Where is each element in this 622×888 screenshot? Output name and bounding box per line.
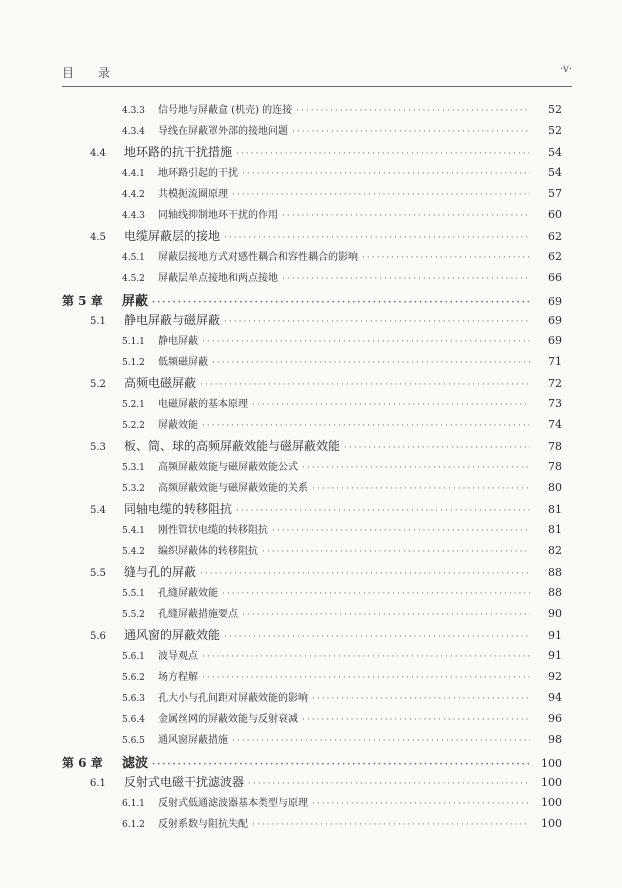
toc-entry-page: 78: [548, 440, 562, 453]
header-title: 目 录: [62, 66, 120, 80]
toc-entry-page: 69: [548, 295, 562, 308]
toc-entry-sub[interactable]: [122, 815, 562, 836]
toc-entry-sec[interactable]: [90, 437, 562, 458]
toc-leader-dots: [202, 337, 530, 347]
toc-entry-page: 52: [548, 124, 562, 137]
toc-entry-page: 100: [541, 796, 562, 809]
toc-entry-number: 4.4.2: [122, 190, 145, 200]
toc-entry-number: 5.6.2: [122, 673, 145, 683]
toc-leader-dots: [312, 799, 530, 809]
toc-entry-number: 5.4: [90, 505, 106, 516]
toc-leader-dots: [282, 211, 530, 221]
toc-leader-dots: [292, 127, 530, 137]
toc-entry-number: 5.2.2: [122, 421, 145, 431]
toc-entry-number: 5.6: [90, 631, 106, 642]
toc-entry-title: 共模扼流圈原理: [158, 189, 228, 200]
toc-leader-dots: [252, 820, 530, 830]
toc-entry-sub[interactable]: [122, 269, 562, 290]
toc-entry-number: 4.4.3: [122, 211, 145, 221]
toc-entry-page: 98: [548, 733, 562, 746]
toc-entry-title: 同轴电缆的转移阻抗: [124, 502, 233, 516]
toc-entry-number: 5.6.3: [122, 694, 145, 704]
toc-entry-sec[interactable]: [90, 374, 562, 395]
toc-leader-dots: [262, 547, 530, 557]
toc-entry-sub[interactable]: [122, 416, 562, 437]
toc-entry-page: 54: [548, 166, 562, 179]
toc-entry-page: 62: [548, 230, 562, 243]
toc-entry-page: 57: [548, 187, 562, 200]
toc-entry-page: 73: [548, 397, 562, 410]
toc-entry-sub[interactable]: [122, 584, 562, 605]
toc-leader-dots: [362, 253, 530, 263]
toc-entry-title: 金属丝网的屏蔽效能与反射衰减: [158, 714, 298, 725]
table-of-contents: [0, 101, 622, 836]
toc-leader-dots: [312, 484, 530, 494]
toc-entry-title: 电缆屏蔽层的接地: [124, 229, 221, 243]
toc-entry-title: 孔缝屏蔽措施要点: [158, 609, 238, 620]
header-rule: [62, 86, 572, 87]
toc-entry-number: 5.6.1: [122, 652, 145, 662]
toc-leader-dots: [200, 569, 530, 579]
toc-entry-sub[interactable]: [122, 248, 562, 269]
toc-entry-sub[interactable]: [122, 206, 562, 227]
toc-entry-title: 反射系数与阻抗失配: [158, 819, 248, 830]
toc-leader-dots: [302, 715, 530, 725]
toc-entry-title: 板、筒、球的高频屏蔽效能与磁屏蔽效能: [124, 439, 341, 453]
toc-entry-number: 5.1: [90, 316, 106, 327]
toc-entry-sub[interactable]: [122, 521, 562, 542]
toc-leader-dots: [252, 400, 530, 410]
toc-leader-dots: [152, 760, 530, 770]
toc-entry-number: 6.1.1: [122, 799, 145, 809]
toc-entry-sub[interactable]: [122, 647, 562, 668]
toc-entry-number: 第 5 章: [62, 294, 103, 308]
toc-entry-sub[interactable]: [122, 479, 562, 500]
toc-entry-chap[interactable]: [62, 752, 562, 773]
toc-entry-title: 通风窗屏蔽措施: [158, 735, 228, 746]
toc-entry-page: 74: [548, 418, 562, 431]
toc-leader-dots: [202, 652, 530, 662]
toc-entry-number: 5.2: [90, 379, 106, 390]
toc-entry-sec[interactable]: [90, 500, 562, 521]
toc-entry-page: 54: [548, 146, 562, 159]
toc-entry-page: 82: [548, 544, 562, 557]
toc-entry-sub[interactable]: [122, 668, 562, 689]
toc-entry-title: 同轴线抑制地环干扰的作用: [158, 210, 278, 221]
toc-leader-dots: [224, 317, 530, 327]
toc-entry-number: 5.3.2: [122, 484, 145, 494]
toc-entry-number: 4.3.4: [122, 127, 145, 137]
toc-entry-number: 4.3.3: [122, 106, 145, 116]
toc-entry-sub[interactable]: [122, 395, 562, 416]
toc-entry-title: 场方程解: [158, 672, 198, 683]
toc-entry-page: 78: [548, 460, 562, 473]
toc-leader-dots: [344, 443, 530, 453]
toc-leader-dots: [222, 589, 530, 599]
toc-entry-title: 孔缝屏蔽效能: [158, 588, 218, 599]
toc-entry-number: 6.1: [90, 778, 106, 789]
toc-leader-dots: [224, 632, 530, 642]
toc-entry-page: 81: [548, 503, 562, 516]
toc-entry-title: 滤波: [122, 756, 149, 771]
toc-leader-dots: [302, 463, 530, 473]
toc-entry-title: 反射式电磁干扰滤波器: [124, 775, 245, 789]
toc-entry-number: 5.6.4: [122, 715, 145, 725]
toc-entry-page: 100: [541, 817, 562, 830]
toc-entry-number: 5.4.2: [122, 547, 145, 557]
toc-entry-title: 低频磁屏蔽: [158, 357, 208, 368]
toc-entry-number: 5.5: [90, 568, 106, 579]
toc-entry-page: 90: [548, 607, 562, 620]
toc-leader-dots: [212, 358, 530, 368]
toc-entry-page: 71: [548, 355, 562, 368]
toc-entry-title: 静电屏蔽与磁屏蔽: [124, 313, 221, 327]
toc-entry-page: 81: [548, 523, 562, 536]
toc-entry-number: 5.3.1: [122, 463, 145, 473]
toc-leader-dots: [242, 169, 530, 179]
toc-entry-number: 5.6.5: [122, 736, 145, 746]
toc-entry-page: 94: [548, 691, 562, 704]
toc-entry-number: 5.4.1: [122, 526, 145, 536]
toc-leader-dots: [248, 779, 530, 789]
toc-entry-number: 5.5.2: [122, 610, 145, 620]
toc-entry-number: 4.5.2: [122, 274, 145, 284]
toc-entry-title: 导线在屏蔽罩外部的接地问题: [158, 126, 288, 137]
toc-entry-title: 反射式低通滤波器基本类型与原理: [158, 798, 308, 809]
toc-entry-sub[interactable]: [122, 710, 562, 731]
toc-entry-page: 100: [541, 757, 562, 770]
toc-entry-title: 信号地与屏蔽盒 (机壳) 的连接: [158, 105, 293, 116]
toc-entry-number: 第 6 章: [62, 756, 103, 770]
toc-entry-sub[interactable]: [122, 458, 562, 479]
toc-entry-page: 66: [548, 271, 562, 284]
toc-entry-number: 5.3: [90, 442, 106, 453]
toc-entry-title: 高频屏蔽效能与磁屏蔽效能公式: [158, 462, 298, 473]
toc-entry-page: 69: [548, 314, 562, 327]
toc-entry-sub[interactable]: [122, 122, 562, 143]
toc-entry-title: 地环路的抗干扰措施: [124, 145, 233, 159]
toc-entry-title: 电磁屏蔽的基本原理: [158, 399, 248, 410]
toc-entry-title: 屏蔽层单点接地和两点接地: [158, 273, 278, 284]
toc-entry-page: 88: [548, 566, 562, 579]
running-header: [62, 58, 572, 84]
toc-entry-chap[interactable]: [62, 290, 562, 311]
toc-leader-dots: [152, 298, 530, 308]
toc-entry-page: 92: [548, 670, 562, 683]
toc-entry-page: 52: [548, 103, 562, 116]
toc-entry-sec[interactable]: [90, 773, 562, 794]
toc-leader-dots: [242, 610, 530, 620]
toc-entry-number: 4.5.1: [122, 253, 145, 263]
toc-entry-sec[interactable]: [90, 143, 562, 164]
toc-entry-number: 6.1.2: [122, 820, 145, 830]
toc-leader-dots: [236, 149, 530, 159]
toc-entry-page: 69: [548, 334, 562, 347]
toc-entry-page: 88: [548, 586, 562, 599]
toc-leader-dots: [312, 694, 530, 704]
toc-entry-title: 静电屏蔽: [158, 336, 198, 347]
toc-entry-sub[interactable]: [122, 605, 562, 626]
toc-entry-page: 96: [548, 712, 562, 725]
toc-entry-sub[interactable]: [122, 164, 562, 185]
toc-entry-number: 4.4.1: [122, 169, 145, 179]
toc-leader-dots: [236, 506, 530, 516]
toc-entry-title: 高频电磁屏蔽: [124, 376, 197, 390]
toc-entry-number: 5.1.1: [122, 337, 145, 347]
toc-leader-dots: [282, 274, 530, 284]
toc-leader-dots: [202, 421, 530, 431]
toc-entry-title: 地环路引起的干扰: [158, 168, 238, 179]
toc-entry-title: 屏蔽效能: [158, 420, 198, 431]
toc-entry-title: 编织屏蔽体的转移阻抗: [158, 546, 258, 557]
toc-entry-number: 5.2.1: [122, 400, 145, 410]
toc-entry-title: 屏蔽层接地方式对感性耦合和容性耦合的影响: [158, 252, 358, 263]
toc-entry-sec[interactable]: [90, 626, 562, 647]
toc-entry-title: 波导观点: [158, 651, 198, 662]
header-page-number: ·v·: [559, 64, 572, 75]
toc-entry-sec[interactable]: [90, 563, 562, 584]
toc-leader-dots: [232, 190, 530, 200]
toc-entry-title: 通风窗的屏蔽效能: [124, 628, 221, 642]
toc-entry-title: 刚性管状电缆的转移阻抗: [158, 525, 268, 536]
toc-entry-sub[interactable]: [122, 689, 562, 710]
toc-leader-dots: [272, 526, 530, 536]
toc-entry-page: 100: [541, 776, 562, 789]
toc-entry-sub[interactable]: [122, 332, 562, 353]
toc-entry-number: 5.1.2: [122, 358, 145, 368]
toc-entry-sub[interactable]: [122, 353, 562, 374]
toc-entry-sub[interactable]: [122, 794, 562, 815]
toc-entry-title: 缝与孔的屏蔽: [124, 565, 197, 579]
toc-entry-sub[interactable]: [122, 185, 562, 206]
toc-leader-dots: [296, 106, 530, 116]
toc-entry-title: 孔大小与孔间距对屏蔽效能的影响: [158, 693, 308, 704]
toc-entry-page: 91: [548, 649, 562, 662]
toc-entry-number: 4.4: [90, 148, 106, 159]
toc-entry-sec[interactable]: [90, 227, 562, 248]
toc-leader-dots: [224, 233, 530, 243]
toc-leader-dots: [232, 736, 530, 746]
toc-entry-page: 60: [548, 208, 562, 221]
toc-entry-title: 高频屏蔽效能与磁屏蔽效能的关系: [158, 483, 308, 494]
toc-entry-page: 62: [548, 250, 562, 263]
toc-entry-number: 5.5.1: [122, 589, 145, 599]
toc-entry-number: 4.5: [90, 232, 106, 243]
toc-entry-sec[interactable]: [90, 311, 562, 332]
toc-entry-page: 72: [548, 377, 562, 390]
toc-entry-title: 屏蔽: [122, 294, 149, 309]
toc-entry-page: 80: [548, 481, 562, 494]
toc-entry-page: 91: [548, 629, 562, 642]
toc-leader-dots: [202, 673, 530, 683]
toc-leader-dots: [200, 380, 530, 390]
toc-entry-sub[interactable]: [122, 731, 562, 752]
toc-entry-sub[interactable]: [122, 101, 562, 122]
toc-entry-sub[interactable]: [122, 542, 562, 563]
